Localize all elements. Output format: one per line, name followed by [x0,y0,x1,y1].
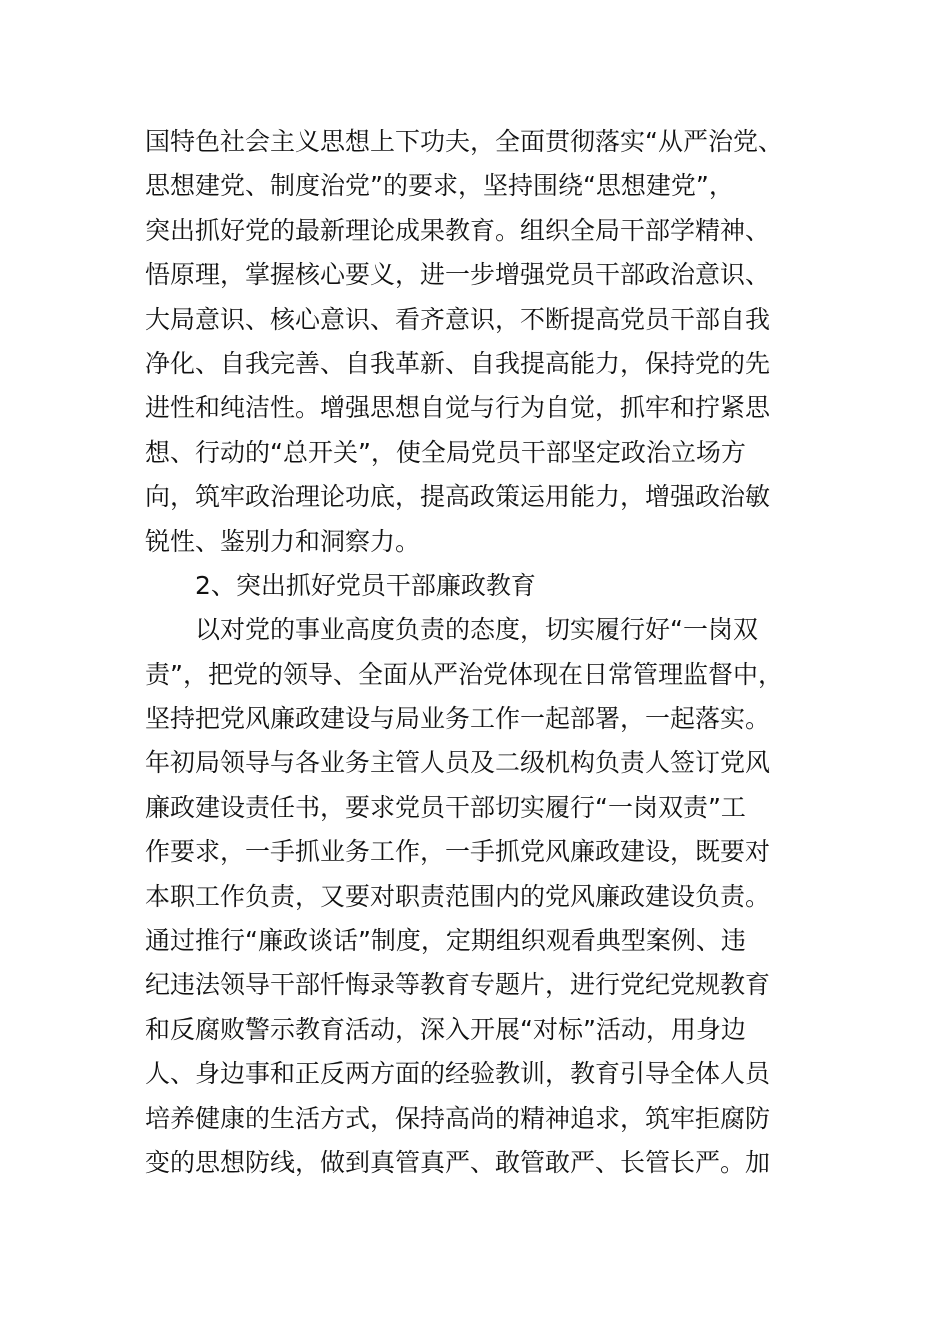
text-line: 大局意识、核心意识、看齐意识，不断提高党员干部自我 [145,304,771,334]
text-line: 思想建党、制度治党”的要求，坚持围绕“思想建党”， [145,171,734,201]
text-line: 本职工作负责，又要对职责范围内的党风廉政建设负责。 [145,881,771,911]
text-line: 进性和纯洁性。增强思想自觉与行为自觉，抓牢和拧紧思 [145,393,771,423]
text-line: 国特色社会主义思想上下功夫，全面贯彻落实“从严治党、 [145,127,783,156]
text-line: 变的思想防线，做到真管真严、敢管敢严、长管长严。加 [145,1147,771,1177]
text-line: 作要求，一手抓业务工作，一手抓党风廉政建设，既要对 [145,837,771,867]
paragraph-first-line: 以对党的事业高度负责的态度，切实履行好“一岗双 [195,615,758,645]
text-line: 想、行动的“总开关”，使全局党员干部坚定政治立场方 [145,437,746,467]
text-line: 廉政建设责任书，要求党员干部切实履行“一岗双责”工 [145,792,746,822]
text-line: 人、身边事和正反两方面的经验教训，教育引导全体人员 [145,1059,771,1089]
text-line: 通过推行“廉政谈话”制度，定期组织观看典型案例、违 [145,926,746,956]
text-line: 锐性、鉴别力和洞察力。 [145,526,421,556]
text-line: 和反腐败警示教育活动，深入开展“对标”活动，用身边 [145,1014,746,1044]
text-line: 培养健康的生活方式，保持高尚的精神追求，筑牢拒腐防 [145,1103,771,1133]
text-line: 年初局领导与各业务主管人员及二级机构负责人签订党风 [145,748,771,778]
text-line: 责”，把党的领导、全面从严治党体现在日常管理监督中， [145,659,783,689]
text-line: 向，筑牢政治理论功底，提高政策运用能力，增强政治敏 [145,482,771,512]
section-heading: 2、突出抓好党员干部廉政教育 [195,570,536,600]
text-line: 净化、自我完善、自我革新、自我提高能力，保持党的先 [145,348,771,378]
text-line: 悟原理，掌握核心要义，进一步增强党员干部政治意识、 [145,260,771,290]
text-line: 纪违法领导干部忏悔录等教育专题片，进行党纪党规教育 [145,970,771,1000]
document-body [145,120,810,1185]
text-line: 突出抓好党的最新理论成果教育。组织全局干部学精神、 [145,215,771,245]
text-line: 坚持把党风廉政建设与局业务工作一起部署，一起落实。 [145,704,771,734]
